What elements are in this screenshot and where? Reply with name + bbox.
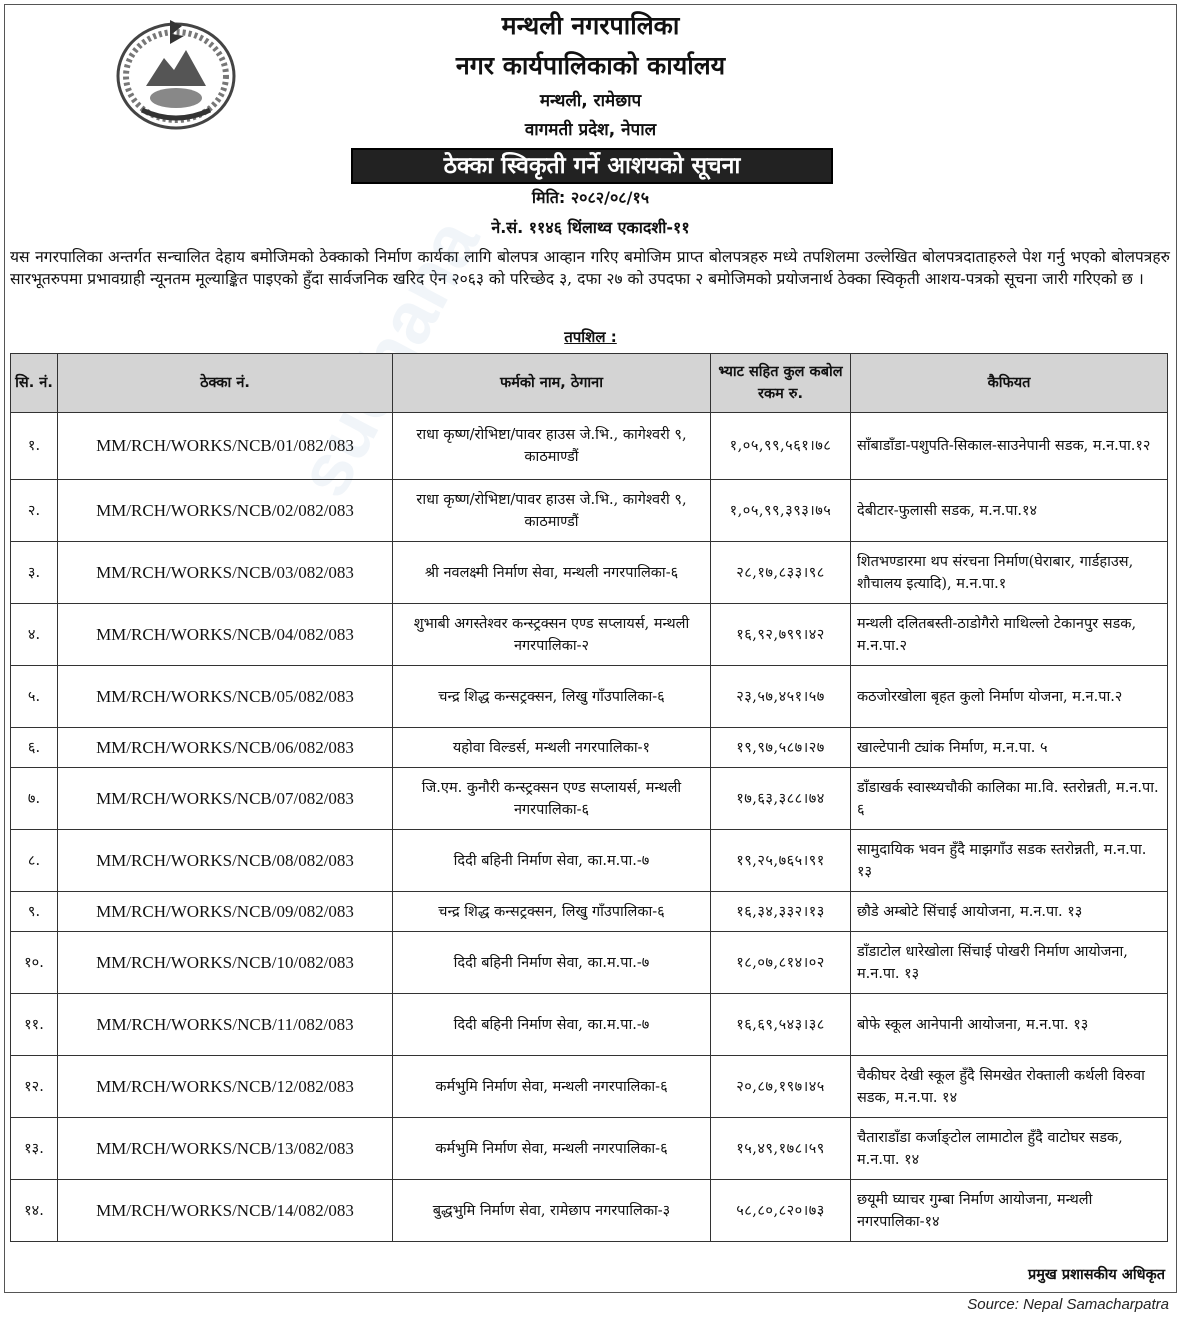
table-row xyxy=(11,932,1168,994)
cell-remarks: साँबाडाँडा-पशुपति-सिकाल-साउनेपानी सडक, म.न.पा.१२ xyxy=(851,413,1168,480)
cell-contract-no: MM/RCH/WORKS/NCB/12/082/083 xyxy=(58,1056,393,1118)
table-row xyxy=(11,480,1168,542)
office-name: नगर कार्यपालिकाको कार्यालय xyxy=(455,51,726,80)
cell-sn: ६. xyxy=(11,728,58,768)
cell-sn: २. xyxy=(11,480,58,542)
cell-amount: १७,६३,३८८।७४ xyxy=(711,768,851,830)
table-row xyxy=(11,413,1168,480)
cell-remarks: चैताराडाँडा कर्जाङ्टोल लामाटोल हुँदै वाटोघर सडक, म.न.पा. १४ xyxy=(851,1118,1168,1180)
table-row xyxy=(11,768,1168,830)
cell-firm: बुद्धभुमि निर्माण सेवा, रामेछाप नगरपालिका-३ xyxy=(393,1180,711,1242)
table-row xyxy=(11,1118,1168,1180)
org-name: मन्थली नगरपालिका xyxy=(501,11,680,40)
cell-remarks: सामुदायिक भवन हुँदै माझगाँउ सडक स्तरोन्नती, म.न.पा. १३ xyxy=(851,830,1168,892)
cell-remarks: कठजोरखोला बृहत कुलो निर्माण योजना, म.न.पा.२ xyxy=(851,666,1168,728)
signoff-title: प्रमुख प्रशासकीय अधिकृत xyxy=(1028,1267,1165,1283)
notice-date: मिति: २०८२/०८/१५ xyxy=(531,188,650,207)
nepal-sambat-date: ने.सं. ११४६ थिंलाथ्व एकादशी-११ xyxy=(491,218,690,237)
table-row xyxy=(11,830,1168,892)
cell-firm: दिदी बहिनी निर्माण सेवा, का.म.पा.-७ xyxy=(393,830,711,892)
cell-sn: १२. xyxy=(11,1056,58,1118)
cell-firm: चन्द्र शिद्ध कन्सट्रक्सन, लिखु गाँउपालिका-६ xyxy=(393,666,711,728)
cell-contract-no: MM/RCH/WORKS/NCB/03/082/083 xyxy=(58,542,393,604)
cell-amount: १,०५,९९,५६१।७८ xyxy=(711,413,851,480)
col-header-sn: सि. नं. xyxy=(11,354,58,413)
cell-amount: १,०५,९९,३९३।७५ xyxy=(711,480,851,542)
cell-firm: जि.एम. कुनौरी कन्स्ट्रक्सन एण्ड सप्लायर्स, मन्थली नगरपालिका-६ xyxy=(393,768,711,830)
cell-contract-no: MM/RCH/WORKS/NCB/13/082/083 xyxy=(58,1118,393,1180)
cell-contract-no: MM/RCH/WORKS/NCB/01/082/083 xyxy=(58,413,393,480)
notice-title-banner: ठेक्का स्विकृती गर्ने आशयको सूचना xyxy=(351,148,833,184)
cell-amount: १५,४९,१७८।५९ xyxy=(711,1118,851,1180)
cell-sn: ९. xyxy=(11,892,58,932)
cell-contract-no: MM/RCH/WORKS/NCB/02/082/083 xyxy=(58,480,393,542)
cell-contract-no: MM/RCH/WORKS/NCB/09/082/083 xyxy=(58,892,393,932)
cell-sn: ८. xyxy=(11,830,58,892)
cell-remarks: डाँडाटोल धारेखोला सिंचाई पोखरी निर्माण आयोजना, म.न.पा. १३ xyxy=(851,932,1168,994)
cell-amount: १९,९७,५८७।२७ xyxy=(711,728,851,768)
cell-contract-no: MM/RCH/WORKS/NCB/07/082/083 xyxy=(58,768,393,830)
cell-sn: १. xyxy=(11,413,58,480)
intro-paragraph: यस नगरपालिका अन्तर्गत सन्चालित देहाय बमोजिमको ठेक्काको निर्माण कार्यका लागि बोलपत्र आव्हान गरिए बमोजिम प्राप्त बोलपत्रहरु मध्ये तपशिलमा उल्लेखित बोलपत्रदाताहरुले पेश गर्नु भएको बोलपत्रहरु सारभूतरुपमा प्रभावग्राही न्यूनतम मूल्याङ्कित पाइएको हुँदा सार्वजनिक खरिद ऐन २०६३ को परिच्छेद ३, दफा २७ को उपदफा २ बमोजिमको प्रयोजनार्थ ठेक्का स्विकृती आशय-पत्रको सूचना जारी गरिएको छ । xyxy=(10,248,1171,288)
col-header-firm: फर्मको नाम, ठेगाना xyxy=(393,354,711,413)
cell-firm: राधा कृष्ण/रोभिष्टा/पावर हाउस जे.भि., कागेश्वरी ९, काठमाण्डौं xyxy=(393,413,711,480)
cell-amount: १९,२५,७६५।९१ xyxy=(711,830,851,892)
cell-amount: ५८,८०,८२०।७३ xyxy=(711,1180,851,1242)
source-credit: Source: Nepal Samacharpatra xyxy=(967,1296,1169,1313)
cell-amount: २०,८७,१९७।४५ xyxy=(711,1056,851,1118)
cell-amount: १६,३४,३३२।१३ xyxy=(711,892,851,932)
cell-amount: १६,९२,७९९।४२ xyxy=(711,604,851,666)
cell-amount: २८,१७,८३३।९८ xyxy=(711,542,851,604)
col-header-amount: भ्याट सहित कुल कबोल रकम रु. xyxy=(711,354,851,413)
table-title: तपशिल : xyxy=(564,328,617,346)
cell-sn: ७. xyxy=(11,768,58,830)
cell-amount: २३,५७,४५१।५७ xyxy=(711,666,851,728)
cell-sn: १३. xyxy=(11,1118,58,1180)
table-row xyxy=(11,892,1168,932)
cell-sn: १४. xyxy=(11,1180,58,1242)
cell-contract-no: MM/RCH/WORKS/NCB/14/082/083 xyxy=(58,1180,393,1242)
cell-sn: ५. xyxy=(11,666,58,728)
cell-firm: राधा कृष्ण/रोभिष्टा/पावर हाउस जे.भि., कागेश्वरी ९, काठमाण्डौं xyxy=(393,480,711,542)
cell-remarks: शितभण्डारमा थप संरचना निर्माण(घेराबार, गार्डहाउस, शौचालय इत्यादि), म.न.पा.१ xyxy=(851,542,1168,604)
table-row xyxy=(11,1180,1168,1242)
cell-amount: १८,०७,८१४।०२ xyxy=(711,932,851,994)
table-row xyxy=(11,666,1168,728)
cell-remarks: डाँडाखर्क स्वास्थ्यचौकी कालिका मा.वि. स्तरोन्नती, म.न.पा. ६ xyxy=(851,768,1168,830)
col-header-remarks: कैफियत xyxy=(851,354,1168,413)
cell-contract-no: MM/RCH/WORKS/NCB/05/082/083 xyxy=(58,666,393,728)
col-header-contract-no: ठेक्का नं. xyxy=(58,354,393,413)
cell-remarks: छौडे अम्बोटे सिंचाई आयोजना, म.न.पा. १३ xyxy=(851,892,1168,932)
table-header-row xyxy=(11,354,1168,413)
cell-firm: दिदी बहिनी निर्माण सेवा, का.म.पा.-७ xyxy=(393,932,711,994)
table-body xyxy=(11,413,1168,1242)
cell-sn: १०. xyxy=(11,932,58,994)
cell-firm: श्री नवलक्ष्मी निर्माण सेवा, मन्थली नगरपालिका-६ xyxy=(393,542,711,604)
cell-firm: चन्द्र शिद्ध कन्सट्रक्सन, लिखु गाँउपालिका-६ xyxy=(393,892,711,932)
table-row xyxy=(11,542,1168,604)
cell-remarks: देबीटार-फुलासी सडक, म.न.पा.१४ xyxy=(851,480,1168,542)
cell-remarks: खाल्टेपानी ट्यांक निर्माण, म.न.पा. ५ xyxy=(851,728,1168,768)
cell-contract-no: MM/RCH/WORKS/NCB/11/082/083 xyxy=(58,994,393,1056)
table-row xyxy=(11,1056,1168,1118)
cell-remarks: छयूमी घ्याचर गुम्बा निर्माण आयोजना, मन्थली नगरपालिका-१४ xyxy=(851,1180,1168,1242)
cell-firm: शुभाबी अगस्तेश्वर कन्स्ट्रक्सन एण्ड सप्लायर्स, मन्थली नगरपालिका-२ xyxy=(393,604,711,666)
cell-firm: दिदी बहिनी निर्माण सेवा, का.म.पा.-७ xyxy=(393,994,711,1056)
cell-contract-no: MM/RCH/WORKS/NCB/08/082/083 xyxy=(58,830,393,892)
cell-firm: यहोवा विल्डर्स, मन्थली नगरपालिका-१ xyxy=(393,728,711,768)
cell-contract-no: MM/RCH/WORKS/NCB/06/082/083 xyxy=(58,728,393,768)
cell-remarks: मन्थली दलितबस्ती-ठाडोगैरो माथिल्लो टेकानपुर सडक, म.न.पा.२ xyxy=(851,604,1168,666)
contract-table xyxy=(10,353,1168,1242)
cell-sn: ४. xyxy=(11,604,58,666)
cell-contract-no: MM/RCH/WORKS/NCB/10/082/083 xyxy=(58,932,393,994)
cell-contract-no: MM/RCH/WORKS/NCB/04/082/083 xyxy=(58,604,393,666)
address: मन्थली, रामेछाप xyxy=(539,91,642,111)
cell-remarks: चैकीघर देखी स्कूल हुँदै सिमखेत रोक्ताली कर्थली विरुवा सडक, म.न.पा. १४ xyxy=(851,1056,1168,1118)
cell-firm: कर्मभुमि निर्माण सेवा, मन्थली नगरपालिका-६ xyxy=(393,1056,711,1118)
cell-sn: ३. xyxy=(11,542,58,604)
table-row xyxy=(11,728,1168,768)
cell-sn: ११. xyxy=(11,994,58,1056)
cell-remarks: बोफे स्कूल आनेपानी आयोजना, म.न.पा. १३ xyxy=(851,994,1168,1056)
cell-amount: १६,६९,५४३।३८ xyxy=(711,994,851,1056)
province: वागमती प्रदेश, नेपाल xyxy=(524,120,657,140)
table-row xyxy=(11,604,1168,666)
cell-firm: कर्मभुमि निर्माण सेवा, मन्थली नगरपालिका-६ xyxy=(393,1118,711,1180)
table-row xyxy=(11,994,1168,1056)
